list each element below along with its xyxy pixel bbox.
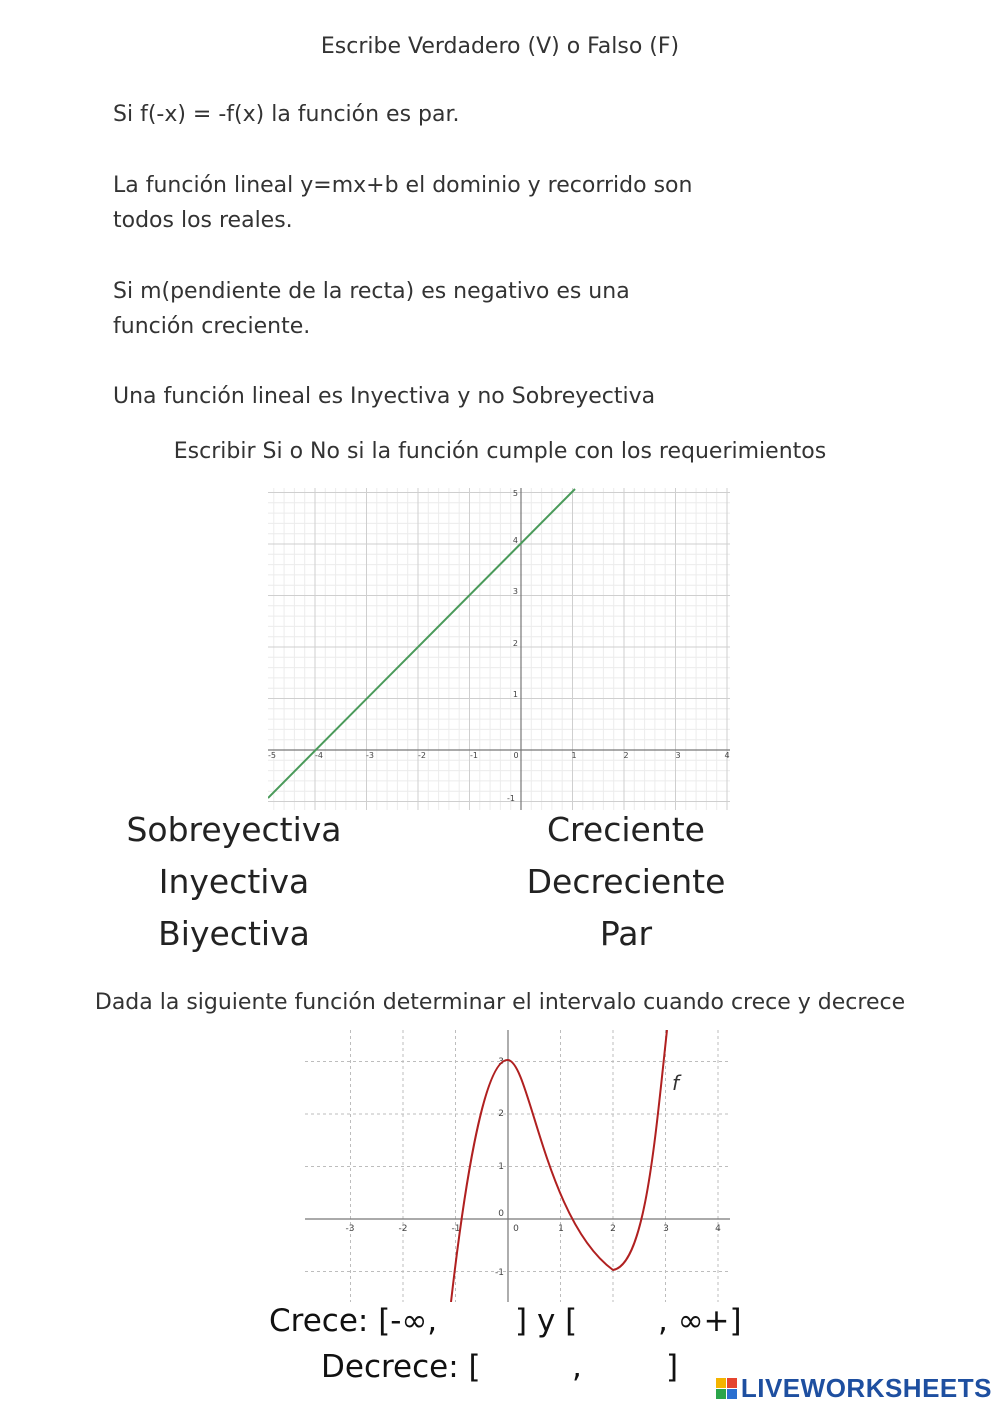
cubic-x-tick: -3	[345, 1224, 355, 1234]
cubic-x-tick: 4	[715, 1224, 721, 1234]
cubic-y-tick: 2	[498, 1109, 504, 1119]
linear-x-tick: 4	[724, 751, 730, 760]
linear-y-tick: 2	[512, 639, 518, 648]
crece-label: Crece: [-∞,	[269, 1303, 438, 1339]
linear-y-tick: 5	[512, 489, 518, 498]
option-sobreyectiva[interactable]: Sobreyectiva	[126, 810, 342, 849]
statement-3: Si m(pendiente de la recta) es negativo es una función creciente.	[113, 279, 630, 339]
cubic-x-tick: -1	[451, 1224, 461, 1234]
cubic-y-tick: 1	[498, 1162, 504, 1172]
cubic-x-tick: 3	[663, 1224, 669, 1234]
linear-graph-minor-grid	[268, 488, 730, 810]
crece-answer-2[interactable]	[580, 1310, 655, 1338]
option-creciente[interactable]: Creciente	[547, 810, 705, 849]
linear-y-tick: 1	[512, 690, 518, 699]
linear-x-tick: 0	[513, 751, 519, 760]
decrece-label: Decrece: [	[321, 1349, 481, 1385]
crece-answer-1[interactable]	[430, 1310, 510, 1338]
linear-y-tick: 3	[512, 587, 518, 596]
statement-4: Una función lineal es Inyectiva y no Sobreyectiva	[113, 384, 656, 409]
decrece-end: ]	[666, 1349, 679, 1385]
linear-x-tick: -1	[470, 751, 478, 760]
worksheet-title: Escribe Verdadero (V) o Falso (F)	[320, 34, 680, 59]
section2-heading: Escribir Si o No si la función cumple con los requerimientos	[173, 439, 827, 464]
statement-2: La función lineal y=mx+b el dominio y recorrido son todos los reales.	[113, 173, 693, 233]
option-decreciente[interactable]: Decreciente	[526, 862, 726, 901]
cubic-y-tick: -1	[495, 1268, 504, 1278]
option-inyectiva[interactable]: Inyectiva	[158, 862, 310, 901]
decrece-answer-2[interactable]	[590, 1356, 665, 1384]
decrece-comma: ,	[572, 1349, 582, 1385]
cubic-y-tick: 3	[498, 1057, 504, 1067]
linear-x-tick: -5	[268, 751, 276, 760]
linear-x-tick: 3	[675, 751, 681, 760]
linear-x-tick: -3	[366, 751, 374, 760]
crece-mid: ] y [	[515, 1303, 578, 1339]
linear-x-tick: -4	[315, 751, 323, 760]
linear-x-tick: 1	[571, 751, 577, 760]
linear-x-tick: -2	[418, 751, 426, 760]
cubic-y-tick: 0	[498, 1209, 504, 1219]
liveworksheets-logo[interactable]	[716, 1373, 992, 1404]
cubic-x-tick: 1	[558, 1224, 564, 1234]
cubic-x-tick: 0	[513, 1224, 519, 1234]
option-biyectiva[interactable]: Biyectiva	[158, 914, 310, 953]
linear-y-tick: -1	[507, 794, 515, 803]
decrece-answer-1[interactable]	[490, 1356, 570, 1384]
section3-heading: Dada la siguiente función determinar el intervalo cuando crece y decrece	[94, 990, 906, 1015]
liveworksheets-logo-icon	[716, 1378, 737, 1399]
linear-function-graph	[268, 488, 730, 810]
linear-graph-major-grid	[268, 488, 730, 810]
liveworksheets-logo-text: LIVEWORKSHEETS	[740, 1373, 992, 1403]
cubic-x-tick: 2	[610, 1224, 616, 1234]
function-label-f: f	[672, 1071, 680, 1095]
linear-y-tick: 4	[512, 536, 518, 545]
crece-end: , ∞+]	[658, 1303, 742, 1339]
option-par[interactable]: Par	[599, 914, 653, 953]
cubic-function-graph	[305, 1030, 730, 1302]
linear-x-tick: 2	[623, 751, 629, 760]
cubic-x-tick: -2	[398, 1224, 408, 1234]
statement-1: Si f(-x) = -f(x) la función es par.	[113, 102, 460, 127]
